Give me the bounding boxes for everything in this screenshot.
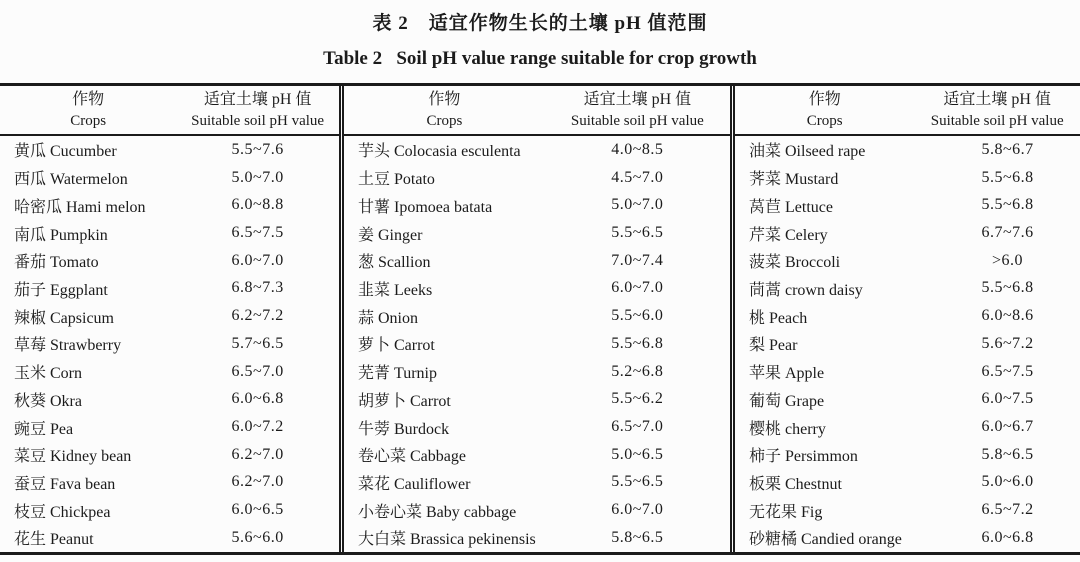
crop-name: 桃 Peach bbox=[749, 309, 808, 327]
ph-header-en: Suitable soil pH value bbox=[930, 112, 1064, 129]
table-row bbox=[344, 275, 730, 303]
table-rows bbox=[0, 136, 339, 552]
crop-name: 小卷心菜 Baby cabbage bbox=[358, 503, 517, 521]
ph-value: 5.0~7.0 bbox=[231, 168, 284, 186]
table-row bbox=[0, 275, 339, 303]
crop-name: 无花果 Fig bbox=[749, 503, 823, 521]
table-row bbox=[735, 302, 1080, 330]
table-rows bbox=[735, 136, 1080, 552]
ph-value: 5.0~6.0 bbox=[981, 473, 1034, 491]
ph-value: 5.7~6.5 bbox=[231, 334, 284, 352]
crop-name: 樱桃 cherry bbox=[749, 420, 826, 438]
crop-name: 梨 Pear bbox=[749, 337, 798, 355]
crop-name: 莴苣 Lettuce bbox=[749, 198, 833, 216]
table-row bbox=[0, 136, 339, 164]
table-row bbox=[0, 385, 339, 413]
crop-name: 茄子 Eggplant bbox=[14, 281, 108, 299]
crop-name: 菜豆 Kidney bean bbox=[14, 448, 132, 466]
ph-value: 6.5~7.2 bbox=[981, 501, 1034, 519]
crop-name: 大白菜 Brassica pekinensis bbox=[358, 531, 536, 549]
crop-name: 砂糖橘 Candied orange bbox=[749, 531, 902, 549]
ph-value: 6.0~7.0 bbox=[611, 501, 664, 519]
ph-value: 6.2~7.2 bbox=[231, 307, 284, 325]
table-row bbox=[735, 469, 1080, 497]
ph-value: 6.0~7.0 bbox=[231, 251, 284, 269]
table-row bbox=[735, 219, 1080, 247]
ph-value: 6.5~7.5 bbox=[981, 362, 1034, 380]
crops-header-en: Crops bbox=[70, 112, 107, 129]
table-row bbox=[0, 330, 339, 358]
ph-value: 5.5~6.8 bbox=[981, 279, 1034, 297]
table-row bbox=[0, 302, 339, 330]
ph-value: 6.0~6.7 bbox=[981, 418, 1034, 436]
table-row bbox=[344, 302, 730, 330]
table-row bbox=[0, 358, 339, 386]
crop-name: 柿子 Persimmon bbox=[749, 448, 858, 466]
table-rows bbox=[344, 136, 730, 552]
ph-header-zh: 适宜土壤 pH 值 bbox=[203, 91, 312, 109]
table-caption-zh: 表 2 适宜作物生长的土壤 pH 值范围 bbox=[372, 13, 708, 34]
ph-header-zh: 适宜土壤 pH 值 bbox=[943, 91, 1051, 109]
table-row bbox=[0, 247, 339, 275]
crop-name: 胡萝卜 Carrot bbox=[358, 392, 451, 410]
crops-header-zh: 作物 bbox=[72, 91, 105, 109]
ph-header bbox=[545, 89, 730, 131]
table-row bbox=[344, 358, 730, 386]
ph-value: 6.5~7.5 bbox=[231, 224, 284, 242]
ph-value: 6.2~7.0 bbox=[231, 445, 284, 463]
table-row bbox=[0, 496, 339, 524]
crop-name: 油菜 Oilseed rape bbox=[749, 143, 866, 161]
soil-ph-table bbox=[0, 83, 1080, 555]
column-group-header bbox=[344, 86, 730, 136]
table-row bbox=[735, 330, 1080, 358]
ph-header bbox=[176, 89, 339, 131]
ph-value: 5.5~6.8 bbox=[611, 334, 664, 352]
table-row bbox=[735, 275, 1080, 303]
ph-value: 5.8~6.5 bbox=[611, 528, 664, 546]
ph-value: 6.7~7.6 bbox=[981, 224, 1034, 242]
ph-value: 4.5~7.0 bbox=[611, 168, 664, 186]
ph-value: 5.6~6.0 bbox=[231, 528, 284, 546]
crop-name: 哈密瓜 Hami melon bbox=[14, 198, 146, 216]
crop-name: 甘薯 Ipomoea batata bbox=[358, 198, 493, 216]
crop-name: 黄瓜 Cucumber bbox=[14, 143, 117, 161]
crops-header bbox=[344, 89, 545, 131]
crop-name: 板栗 Chestnut bbox=[749, 475, 842, 493]
table-row bbox=[344, 385, 730, 413]
crops-header-en: Crops bbox=[426, 112, 463, 129]
column-group-header bbox=[735, 86, 1080, 136]
crop-name: 花生 Peanut bbox=[14, 531, 94, 549]
crop-name: 芹菜 Celery bbox=[749, 226, 828, 244]
table-row bbox=[735, 385, 1080, 413]
crop-name: 卷心菜 Cabbage bbox=[358, 448, 466, 466]
crop-name: 牛蒡 Burdock bbox=[358, 420, 450, 438]
crop-name: 枝豆 Chickpea bbox=[14, 503, 111, 521]
ph-value: 4.0~8.5 bbox=[611, 140, 664, 158]
table-column-group-3 bbox=[730, 86, 1080, 552]
ph-value: 5.0~7.0 bbox=[611, 196, 664, 214]
ph-value: 5.2~6.8 bbox=[611, 362, 664, 380]
ph-header-en: Suitable soil pH value bbox=[191, 112, 325, 129]
table-row bbox=[0, 219, 339, 247]
crop-name: 辣椒 Capsicum bbox=[14, 309, 114, 327]
table-row bbox=[344, 191, 730, 219]
table-row bbox=[0, 441, 339, 469]
ph-value: 5.5~6.8 bbox=[981, 168, 1034, 186]
ph-value: 7.0~7.4 bbox=[611, 251, 664, 269]
column-group-header bbox=[0, 86, 339, 136]
table-row bbox=[0, 469, 339, 497]
table-row bbox=[735, 136, 1080, 164]
ph-value: 5.5~6.2 bbox=[611, 390, 664, 408]
table-row bbox=[344, 524, 730, 552]
crop-name: 草莓 Strawberry bbox=[14, 337, 122, 355]
table-row bbox=[735, 191, 1080, 219]
table-row bbox=[735, 164, 1080, 192]
table-caption-en: Table 2 Soil pH value range suitable for crop growth bbox=[323, 48, 757, 69]
ph-value: 6.0~7.5 bbox=[981, 390, 1034, 408]
table-row bbox=[344, 469, 730, 497]
crops-header-zh: 作物 bbox=[428, 91, 461, 109]
table-row bbox=[735, 413, 1080, 441]
ph-value: 5.5~6.8 bbox=[981, 196, 1034, 214]
crop-name: 土豆 Potato bbox=[358, 171, 435, 189]
crop-name: 菜花 Cauliflower bbox=[358, 475, 471, 493]
table-row bbox=[344, 136, 730, 164]
crop-name: 荠菜 Mustard bbox=[749, 171, 839, 189]
table-row bbox=[344, 441, 730, 469]
crop-name: 葡萄 Grape bbox=[749, 392, 825, 410]
table-row bbox=[735, 496, 1080, 524]
crops-header bbox=[735, 89, 914, 131]
ph-header-zh: 适宜土壤 pH 值 bbox=[583, 91, 692, 109]
ph-value: 6.8~7.3 bbox=[231, 279, 284, 297]
crop-name: 番茄 Tomato bbox=[14, 254, 99, 272]
crop-name: 豌豆 Pea bbox=[14, 420, 74, 438]
crop-name: 韭菜 Leeks bbox=[358, 281, 433, 299]
crop-name: 蚕豆 Fava bean bbox=[14, 475, 116, 493]
crop-name: 葱 Scallion bbox=[358, 254, 431, 272]
ph-value: 5.8~6.5 bbox=[981, 445, 1034, 463]
crop-name: 苹果 Apple bbox=[749, 365, 825, 383]
crop-name: 西瓜 Watermelon bbox=[14, 171, 128, 189]
ph-value: 5.6~7.2 bbox=[981, 334, 1034, 352]
ph-value: 6.0~6.8 bbox=[231, 390, 284, 408]
table-row bbox=[0, 524, 339, 552]
table-row bbox=[735, 247, 1080, 275]
ph-value: 5.5~7.6 bbox=[231, 140, 284, 158]
crops-header-en: Crops bbox=[806, 112, 843, 129]
ph-value: 6.0~7.0 bbox=[611, 279, 664, 297]
ph-header-en: Suitable soil pH value bbox=[570, 112, 704, 129]
crop-name: 菠菜 Broccoli bbox=[749, 254, 841, 272]
ph-header bbox=[914, 89, 1080, 131]
table-row bbox=[0, 413, 339, 441]
table-row bbox=[735, 441, 1080, 469]
crop-name: 芋头 Colocasia esculenta bbox=[358, 143, 521, 161]
ph-value: 6.5~7.0 bbox=[231, 362, 284, 380]
table-row bbox=[735, 524, 1080, 552]
ph-value: 5.5~6.0 bbox=[611, 307, 664, 325]
table-row bbox=[344, 164, 730, 192]
ph-value: 6.0~8.8 bbox=[231, 196, 284, 214]
crop-name: 姜 Ginger bbox=[358, 226, 423, 244]
ph-value: 6.0~6.8 bbox=[981, 528, 1034, 546]
table-column-group-2 bbox=[339, 86, 730, 552]
table-row bbox=[344, 413, 730, 441]
crop-name: 芜菁 Turnip bbox=[358, 365, 437, 383]
crop-name: 茼蒿 crown daisy bbox=[749, 281, 863, 299]
crop-name: 玉米 Corn bbox=[14, 365, 83, 383]
table-row bbox=[0, 164, 339, 192]
table-row bbox=[735, 358, 1080, 386]
ph-value: 5.8~6.7 bbox=[981, 140, 1034, 158]
ph-value: 6.0~8.6 bbox=[981, 307, 1034, 325]
table-row bbox=[0, 191, 339, 219]
ph-value: 6.0~7.2 bbox=[231, 418, 284, 436]
crops-header bbox=[0, 89, 176, 131]
table-row bbox=[344, 219, 730, 247]
ph-value: 6.0~6.5 bbox=[231, 501, 284, 519]
table-row bbox=[344, 330, 730, 358]
crop-name: 南瓜 Pumpkin bbox=[14, 226, 108, 244]
crop-name: 蒜 Onion bbox=[358, 309, 419, 327]
crop-name: 秋葵 Okra bbox=[14, 392, 82, 410]
ph-value: 5.5~6.5 bbox=[611, 473, 664, 491]
table-row bbox=[344, 496, 730, 524]
crop-name: 萝卜 Carrot bbox=[358, 337, 435, 355]
table-row bbox=[344, 247, 730, 275]
table-column-group-1 bbox=[0, 86, 339, 552]
ph-value: 5.5~6.5 bbox=[611, 224, 664, 242]
ph-value: 6.2~7.0 bbox=[231, 473, 284, 491]
ph-value: >6.0 bbox=[992, 251, 1024, 269]
ph-value: 5.0~6.5 bbox=[611, 445, 664, 463]
ph-value: 6.5~7.0 bbox=[611, 418, 664, 436]
crops-header-zh: 作物 bbox=[808, 91, 841, 109]
